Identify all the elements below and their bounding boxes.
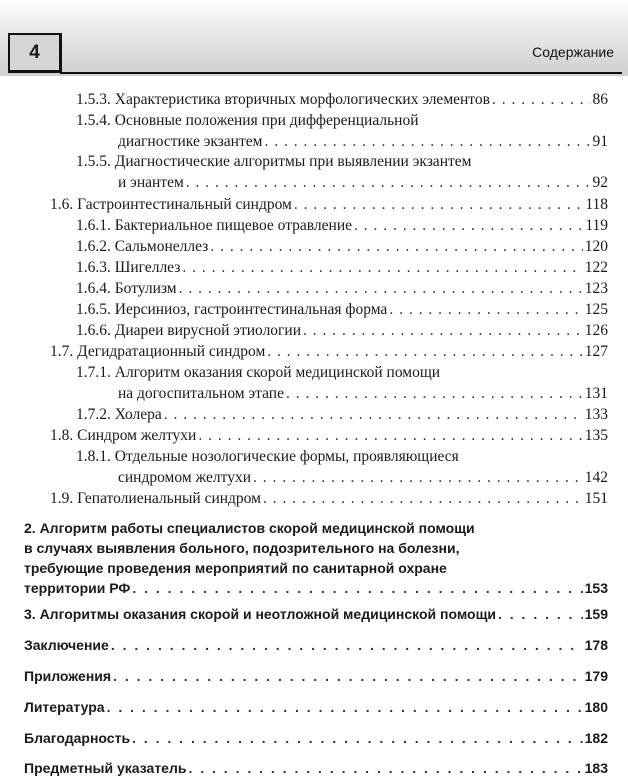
toc-entry-page: 120	[584, 238, 608, 255]
dot-leader	[354, 216, 583, 236]
toc-entry-page: 119	[585, 217, 608, 234]
toc-entry-page: 118	[585, 196, 608, 213]
toc-appendices[interactable]	[24, 666, 608, 686]
toc-entry-1-6-3[interactable]	[76, 258, 608, 278]
toc-entry-page: 151	[584, 490, 608, 507]
dot-leader	[164, 405, 583, 425]
toc-entry-page: 92	[592, 174, 608, 191]
dot-leader	[132, 728, 583, 748]
toc-entry-1-6-2[interactable]	[76, 237, 608, 257]
toc-entry-title: диагностике экзантем	[118, 133, 263, 150]
toc-entry-page: 91	[592, 133, 608, 150]
toc-chapter-2-line1[interactable]: 2. Алгоритм работы специалистов скорой медицинской помощи	[24, 520, 475, 536]
dot-leader	[186, 173, 591, 193]
toc-entry-1-5-5-line1[interactable]: 1.5.5. Диагностические алгоритмы при выявлении экзантем	[76, 153, 472, 170]
toc-entry-title: 1.7.2. Холера	[76, 406, 162, 423]
toc-entry-page: 133	[584, 406, 608, 423]
toc-entry-title: 1.6.4. Ботулизм	[76, 280, 177, 297]
toc-chapter-2-line3[interactable]: требующие проведения мероприятий по санитарной охране	[24, 560, 447, 576]
dot-leader	[303, 321, 583, 341]
toc-entry-title: 1.6.3. Шигеллез	[76, 259, 181, 276]
dot-leader	[294, 195, 583, 215]
toc-entry-page: 142	[584, 469, 608, 486]
toc-entry-1-5-4-line1[interactable]: 1.5.4. Основные положения при дифференциальной	[76, 112, 419, 129]
toc-entry-page: 126	[584, 322, 608, 339]
toc-entry-title: и энантем	[118, 174, 184, 191]
dot-leader	[179, 279, 583, 299]
toc-entry-1-7[interactable]	[50, 342, 608, 362]
toc-entry-title: 1.6.6. Диареи вирусной этиологии	[76, 322, 301, 339]
dot-leader	[198, 426, 582, 446]
dot-leader	[182, 258, 582, 278]
toc-entry-page: 182	[584, 730, 608, 746]
toc-entry-title: 1.7. Дегидратационный синдром	[50, 343, 266, 360]
dot-leader	[253, 468, 583, 488]
dot-leader	[264, 132, 590, 152]
toc-entry-title: 1.6.1. Бактериальное пищевое отравление	[76, 217, 353, 234]
toc-entry-1-7-2[interactable]	[76, 405, 608, 425]
toc-entry-title: 1.6. Гастроинтестинальный синдром	[50, 196, 292, 213]
dot-leader	[498, 604, 583, 624]
toc-entry-title: Литература	[24, 699, 105, 715]
toc-entry-page: 135	[584, 427, 608, 444]
toc-literature[interactable]	[24, 697, 608, 717]
toc-entry-1-9[interactable]	[50, 489, 608, 509]
toc-entry-title: 1.6.2. Сальмонеллез	[76, 238, 209, 255]
toc-chapter-3[interactable]	[24, 604, 608, 624]
toc-entry-title: Предметный указатель	[24, 760, 187, 776]
toc-entry-title: 1.8. Синдром желтухи	[50, 427, 197, 444]
toc-entry-1-5-3[interactable]	[76, 90, 608, 110]
toc-entry-title: Благодарность	[24, 730, 131, 746]
toc-entry-page: 180	[584, 699, 608, 715]
toc-entry-1-6-1[interactable]	[76, 216, 608, 236]
running-title: Содержание	[532, 44, 614, 60]
toc-entry-page: 122	[584, 259, 608, 276]
dot-leader	[492, 90, 591, 110]
toc-entry-1-8[interactable]	[50, 426, 608, 446]
toc-entry-page: 125	[584, 301, 608, 318]
dot-leader	[267, 342, 582, 362]
toc-entry-1-7-1[interactable]	[118, 384, 608, 404]
toc-entry-title: Приложения	[24, 668, 112, 684]
dot-leader	[113, 666, 583, 686]
toc-entry-1-5-5[interactable]	[118, 173, 608, 193]
page-number: 4	[8, 33, 62, 73]
toc-entry-title: Заключение	[24, 637, 109, 653]
dot-leader	[188, 758, 582, 778]
toc-acknowledgements[interactable]	[24, 728, 608, 748]
toc-chapter-2[interactable]	[24, 578, 608, 598]
dot-leader	[286, 384, 583, 404]
toc-entry-page: 86	[592, 91, 608, 108]
toc-chapter-2-line2[interactable]: в случаях выявления больного, подозрительного на болезни,	[24, 540, 460, 556]
toc-entry-1-6-6[interactable]	[76, 321, 608, 341]
toc-entry-title: синдромом желтухи	[118, 469, 251, 486]
dot-leader	[132, 578, 582, 598]
toc-conclusion[interactable]	[24, 635, 608, 655]
toc-entry-page: 131	[584, 385, 608, 402]
toc-entry-title: на догоспитальном этапе	[118, 385, 284, 402]
toc-entry-title: 1.5.3. Характеристика вторичных морфологических элементов	[76, 91, 490, 108]
toc-entry-page: 123	[584, 280, 608, 297]
toc-entry-title: 1.9. Гепатолиенальный синдром	[50, 490, 261, 507]
toc-entry-page: 183	[584, 760, 608, 776]
toc-entry-page: 179	[584, 668, 608, 684]
dot-leader	[210, 237, 582, 257]
dot-leader	[107, 697, 583, 717]
toc-entry-1-7-1-line1[interactable]: 1.7.1. Алгоритм оказания скорой медицинской помощи	[76, 364, 441, 381]
toc-entry-title: 3. Алгоритмы оказания скорой и неотложной медицинской помощи	[24, 606, 496, 622]
toc-entry-page: 178	[584, 637, 608, 653]
dot-leader	[111, 635, 583, 655]
toc-entry-title: территории РФ	[24, 580, 131, 596]
toc-entry-1-6[interactable]	[50, 195, 608, 215]
toc-entry-1-5-4[interactable]	[118, 132, 608, 152]
dot-leader	[263, 489, 583, 509]
toc-entry-1-6-4[interactable]	[76, 279, 608, 299]
toc-entry-1-6-5[interactable]	[76, 300, 608, 320]
toc-entry-1-8-1-line1[interactable]: 1.8.1. Отдельные нозологические формы, проявляющиеся	[76, 448, 459, 465]
toc-entry-title: 1.6.5. Иерсиниоз, гастроинтестинальная форма	[76, 301, 388, 318]
toc-entry-1-8-1[interactable]	[118, 468, 608, 488]
toc-entry-page: 153	[584, 580, 608, 596]
toc-entry-page: 127	[584, 343, 608, 360]
toc-subject-index[interactable]	[24, 758, 608, 778]
toc-entry-page: 159	[584, 606, 608, 622]
dot-leader	[389, 300, 582, 320]
